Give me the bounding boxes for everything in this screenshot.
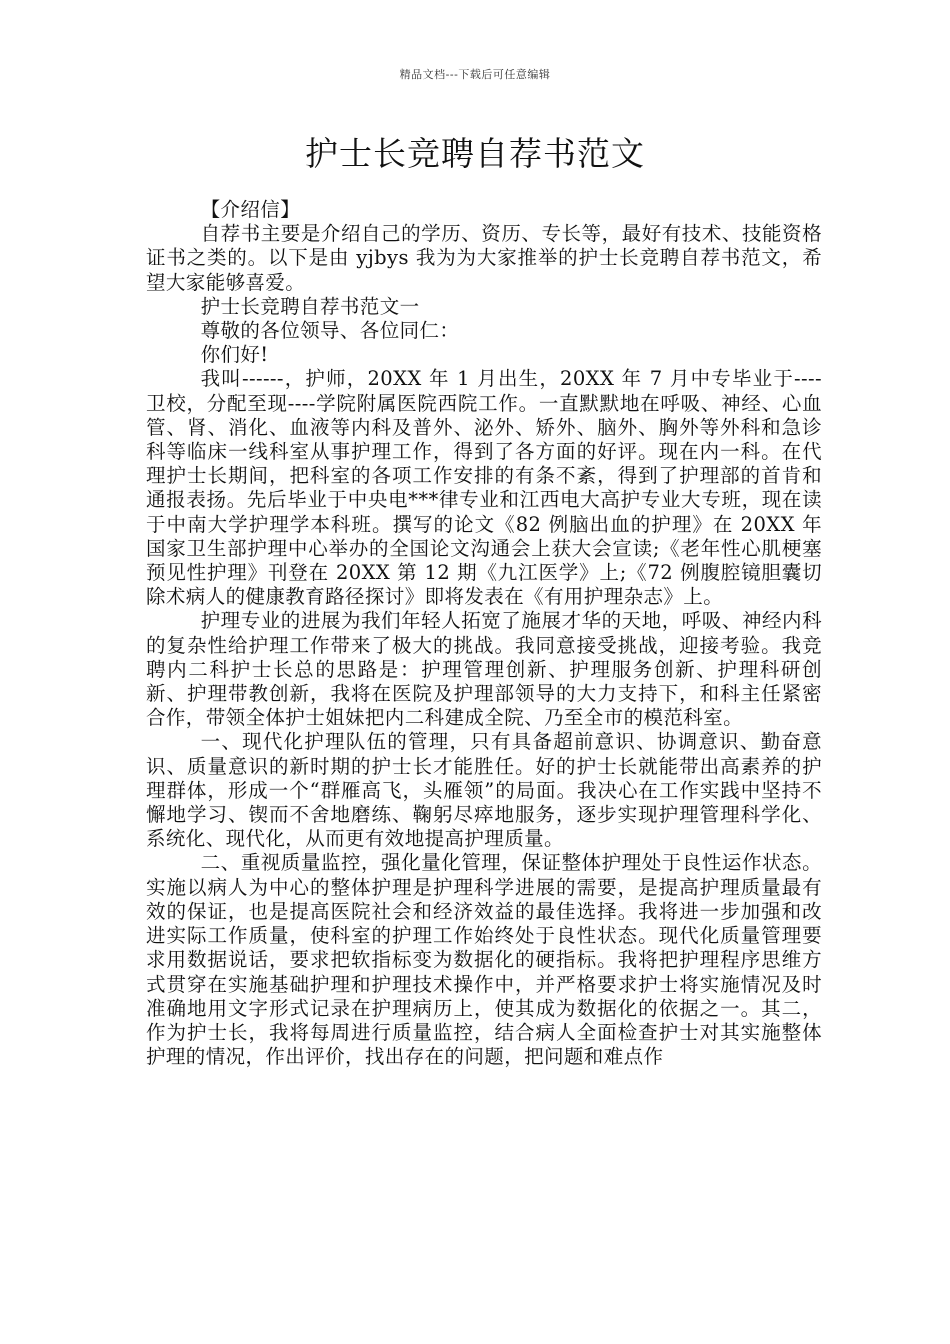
- paragraph-intro: 自荐书主要是介绍自己的学历、资历、专长等，最好有技术、技能资格证书之类的。以下是由 yjbys 我为为大家推举的护士长竞聘自荐书范文，希望大家能够喜爱。: [146, 222, 822, 294]
- paragraph-greeting: 你们好!: [200, 343, 269, 367]
- paragraph-self-introduction: 我叫------，护师，20XX 年 1 月出生，20XX 年 7 月中专毕业于----卫校，分配至现----学院附属医院西院工作。一直默默地在呼吸、神经、心血管、肾、消化、血液等内科及普外、泌外、矫外、脑外、胸外等外科和急诊科等临床一线科室从事护理工作，得到了各方面的好评。现在内一科。在代理护士长期间，把科室的各项工作安排的有条不紊，得到了护理部的首肯和通报表扬。先后毕业于中央电***律专业和江西电大高护专业大专班，现在读于中南大学护理学本科班。撰写的论文《82 例脑出血的护理》在 20XX 年国家卫生部护理中心举办的全国论文沟通会上获大会宣读;《老年性心肌梗塞预见性护理》刊登在 20XX 第 12 期《九江医学》上;《72 例腹腔镜胆囊切除术病人的健康教育路径探讨》即将发表在《有用护理杂志》上。: [146, 367, 822, 609]
- paragraph-intro-tag: 【介绍信】: [200, 198, 301, 221]
- paragraph-point-two: 二、重视质量监控，强化量化管理，保证整体护理处于良性运作状态。实施以病人为中心的整体护理是护理科学进展的需要，是提高护理质量最有效的保证，也是提高医院社会和经济效益的最佳选择。我将进一步加强和改进实际工作质量，使科室的护理工作始终处于良性状态。现代化质量管理要求用数据说话，要求把软指标变为数据化的硬指标。我将把护理程序思维方式贯穿在实施基础护理和护理技术操作中，并严格要求护士将实施情况及时准确地用文字形式记录在护理病历上，使其成为数据化的依据之一。其二，作为护士长，我将每周进行质量监控，结合病人全面检查护士对其实施整体护理的情况，作出评价，找出存在的问题，把问题和难点作: [146, 851, 822, 1069]
- paragraph-point-one: 一、现代化护理队伍的管理，只有具备超前意识、协调意识、勤奋意识、质量意识的新时期的护士长才能胜任。好的护士长就能带出高素养的护理群体，形成一个“群雁高飞，头雁领”的局面。我决心在工作实践中坚持不懈地学习、锲而不舍地磨练、鞠躬尽瘁地服务，逐步实现护理管理科学化、系统化、现代化，从而更有效地提高护理质量。: [146, 730, 822, 851]
- header-note: 精品文档---下载后可任意编辑: [399, 68, 551, 81]
- paragraph-challenge: 护理专业的进展为我们年轻人拓宽了施展才华的天地，呼吸、神经内科的复杂性给护理工作带来了极大的挑战。我同意接受挑战，迎接考验。我竞聘内二科护士长总的思路是：护理管理创新、护理服务创新、护理科研创新、护理带教创新，我将在医院及护理部领导的大力支持下，和科主任紧密合作，带领全体护士姐妹把内二科建成全院、乃至全市的模范科室。: [146, 609, 822, 730]
- document-body: [146, 198, 822, 1069]
- document-title: 护士长竞聘自荐书范文: [305, 134, 645, 173]
- paragraph-salutation: 尊敬的各位领导、各位同仁：: [200, 319, 460, 343]
- paragraph-subtitle: 护士长竞聘自荐书范文一: [200, 294, 420, 318]
